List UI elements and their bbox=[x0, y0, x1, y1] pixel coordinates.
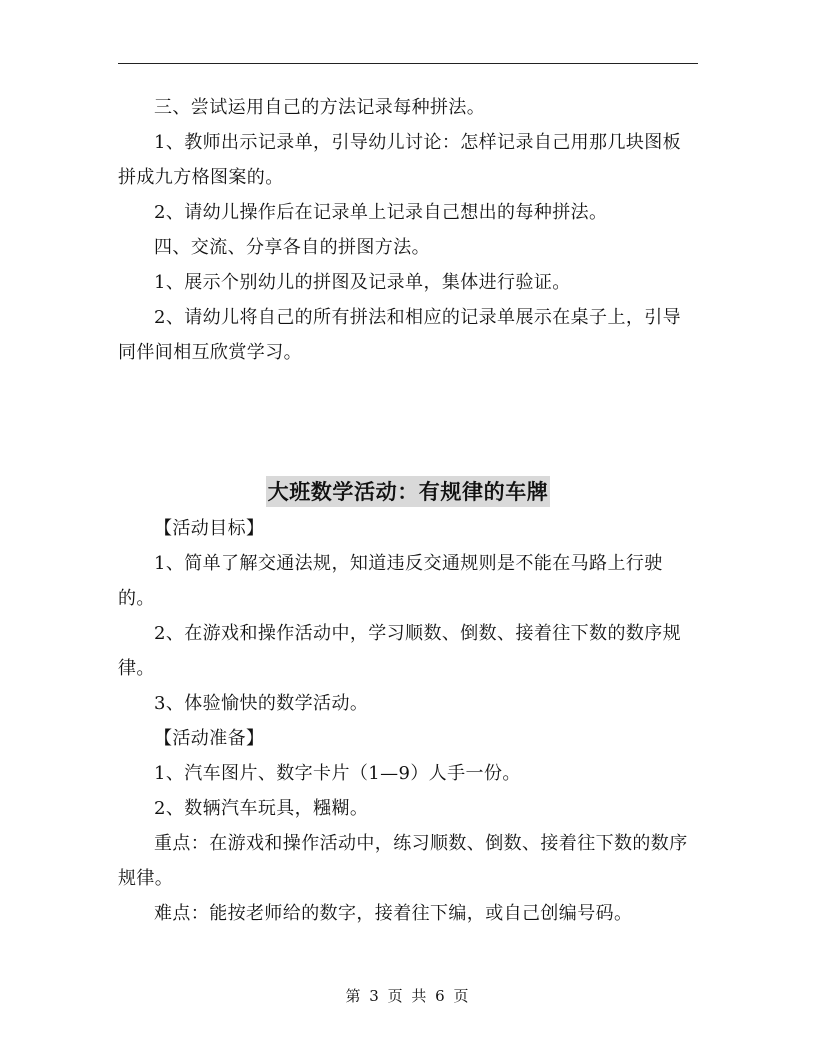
paragraph-step-4-1: 1、展示个别幼儿的拼图及记录单，集体进行验证。 bbox=[154, 272, 571, 293]
section-spacer bbox=[118, 370, 698, 470]
key-point: 重点：在游戏和操作活动中，练习顺数、倒数、接着往下数的数序规律。 bbox=[118, 833, 688, 889]
goal-item-2: 2、在游戏和操作活动中，学习顺数、倒数、接着往下数的数序规律。 bbox=[118, 623, 682, 679]
prep-item-2: 2、数辆汽车玩具，糨糊。 bbox=[154, 798, 369, 819]
page-number-footer: 第 3 页 共 6 页 bbox=[345, 987, 471, 1005]
heading-activity-prep: 【活动准备】 bbox=[154, 728, 265, 749]
goal-item-3: 3、体验愉快的数学活动。 bbox=[154, 693, 369, 714]
heading-step-three: 三、尝试运用自己的方法记录每种拼法。 bbox=[154, 97, 486, 118]
heading-step-four: 四、交流、分享各自的拼图方法。 bbox=[154, 237, 430, 258]
paragraph-step-3-1: 1、教师出示记录单，引导幼儿讨论：怎样记录自己用那几块图板拼成九方格图案的。 bbox=[118, 132, 682, 188]
title-container bbox=[118, 476, 698, 507]
prep-item-1: 1、汽车图片、数字卡片（1—9）人手一份。 bbox=[154, 763, 521, 784]
goal-item-1: 1、简单了解交通法规，知道违反交通规则是不能在马路上行驶的。 bbox=[118, 553, 663, 609]
activity-title: 大班数学活动：有规律的车牌 bbox=[266, 476, 551, 507]
document-body bbox=[118, 90, 698, 931]
difficult-point: 难点：能按老师给的数字，接着往下编，或自己创编号码。 bbox=[154, 903, 633, 924]
header-rule bbox=[118, 63, 698, 64]
paragraph-step-3-2: 2、请幼儿操作后在记录单上记录自己想出的每种拼法。 bbox=[154, 202, 608, 223]
paragraph-step-4-2: 2、请幼儿将自己的所有拼法和相应的记录单展示在桌子上，引导同伴间相互欣赏学习。 bbox=[118, 307, 682, 363]
heading-activity-goals: 【活动目标】 bbox=[154, 518, 265, 539]
